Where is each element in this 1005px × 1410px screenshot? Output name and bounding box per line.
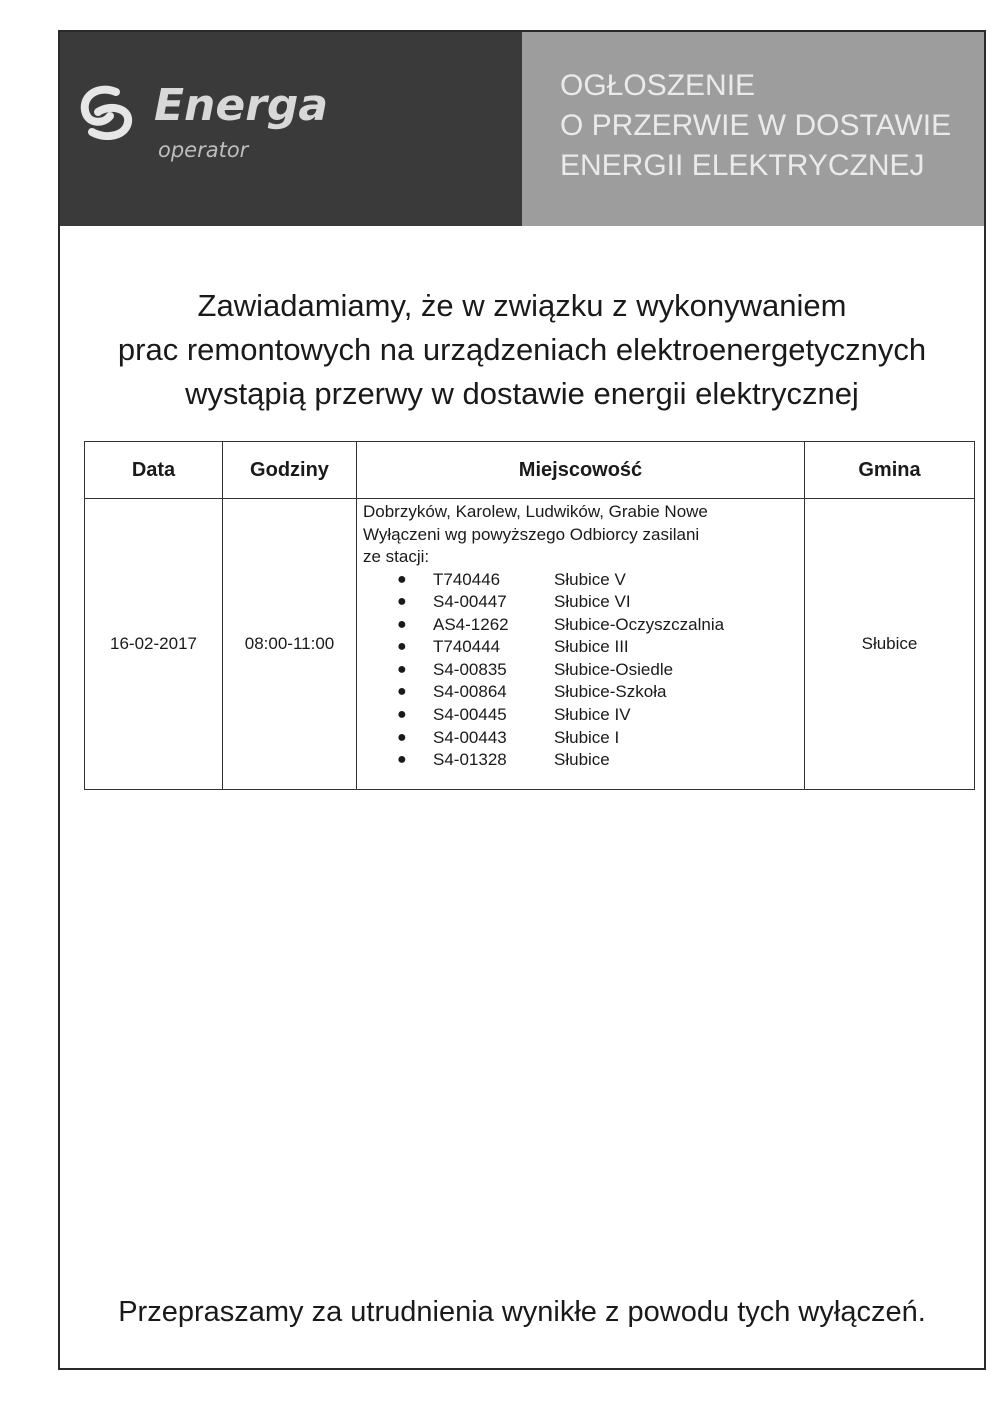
place-line: ze stacji: xyxy=(363,547,430,566)
header-band xyxy=(60,32,984,226)
bullet-icon: ● xyxy=(397,615,407,633)
bullet-icon: ● xyxy=(397,593,407,611)
list-item xyxy=(363,591,798,614)
station-name: Słubice-Osiedle xyxy=(554,659,674,679)
station-name: Słubice IV xyxy=(554,705,631,725)
notice-page xyxy=(58,30,986,1370)
station-name: Słubice I xyxy=(554,727,620,747)
station-code: S4-00443 xyxy=(433,727,507,747)
notice-title xyxy=(560,66,951,186)
bullet-icon: ● xyxy=(397,751,407,769)
station-code: S4-01328 xyxy=(433,750,507,770)
notice-title-line: OGŁOSZENIE xyxy=(560,69,756,102)
closing-text: Przepraszamy za utrudnienia wynikłe z powodu tych wyłączeń. xyxy=(118,1296,926,1328)
list-item xyxy=(363,749,798,772)
place-line: Wyłączeni wg powyższego Odbiorcy zasilani xyxy=(363,524,700,544)
cell-municipality: Słubice xyxy=(805,499,975,790)
notice-title-line: O PRZERWIE W DOSTAWIE xyxy=(560,109,952,142)
station-name: Słubice xyxy=(554,750,610,770)
list-item xyxy=(363,727,798,750)
list-item xyxy=(363,636,798,659)
bullet-icon: ● xyxy=(397,638,407,656)
station-name: Słubice V xyxy=(554,569,626,589)
station-code: T740446 xyxy=(433,569,501,589)
brand-name: Energa xyxy=(154,80,329,131)
list-item xyxy=(363,681,798,704)
intro-line: wystąpią przerwy w dostawie energii elektrycznej xyxy=(185,376,859,411)
station-list xyxy=(363,569,798,772)
header-place: Miejscowość xyxy=(357,442,805,499)
bullet-icon: ● xyxy=(397,570,407,588)
outage-table xyxy=(84,441,975,790)
bullet-icon: ● xyxy=(397,683,407,701)
place-line: Dobrzyków, Karolew, Ludwików, Grabie Nowe xyxy=(363,502,708,521)
bullet-icon: ● xyxy=(397,728,407,746)
station-code: S4-00445 xyxy=(433,705,507,725)
list-item xyxy=(363,614,798,637)
list-item xyxy=(363,659,798,682)
table-row xyxy=(85,499,975,790)
intro-line: prac remontowych na urządzeniach elektroenergetycznych xyxy=(117,332,927,367)
station-code: S4-00864 xyxy=(433,682,507,702)
header-municipality: Gmina xyxy=(805,442,975,499)
station-name: Słubice-Oczyszczalnia xyxy=(554,614,725,634)
energa-logo-icon xyxy=(76,84,136,140)
station-code: AS4-1262 xyxy=(433,614,509,634)
cell-place xyxy=(357,499,805,790)
bullet-icon: ● xyxy=(397,706,407,724)
notice-title-line: ENERGII ELEKTRYCZNEJ xyxy=(560,149,925,182)
station-name: Słubice VI xyxy=(554,592,631,612)
intro-line: Zawiadamiamy, że w związku z wykonywaniem xyxy=(197,288,847,323)
bullet-icon: ● xyxy=(397,660,407,678)
brand-panel xyxy=(60,32,522,226)
header-date: Data xyxy=(85,442,223,499)
station-code: S4-00447 xyxy=(433,592,507,612)
list-item xyxy=(363,569,798,592)
brand-subtitle: operator xyxy=(158,138,249,162)
cell-date: 16-02-2017 xyxy=(85,499,223,790)
header-hours: Godziny xyxy=(223,442,357,499)
title-panel xyxy=(522,32,984,226)
station-name: Słubice III xyxy=(554,637,629,657)
table-header-row xyxy=(85,442,975,499)
station-code: T740444 xyxy=(433,637,501,657)
station-name: Słubice-Szkoła xyxy=(554,682,667,702)
list-item xyxy=(363,704,798,727)
intro-text xyxy=(60,284,984,416)
cell-hours: 08:00-11:00 xyxy=(223,499,357,790)
station-code: S4-00835 xyxy=(433,659,507,679)
